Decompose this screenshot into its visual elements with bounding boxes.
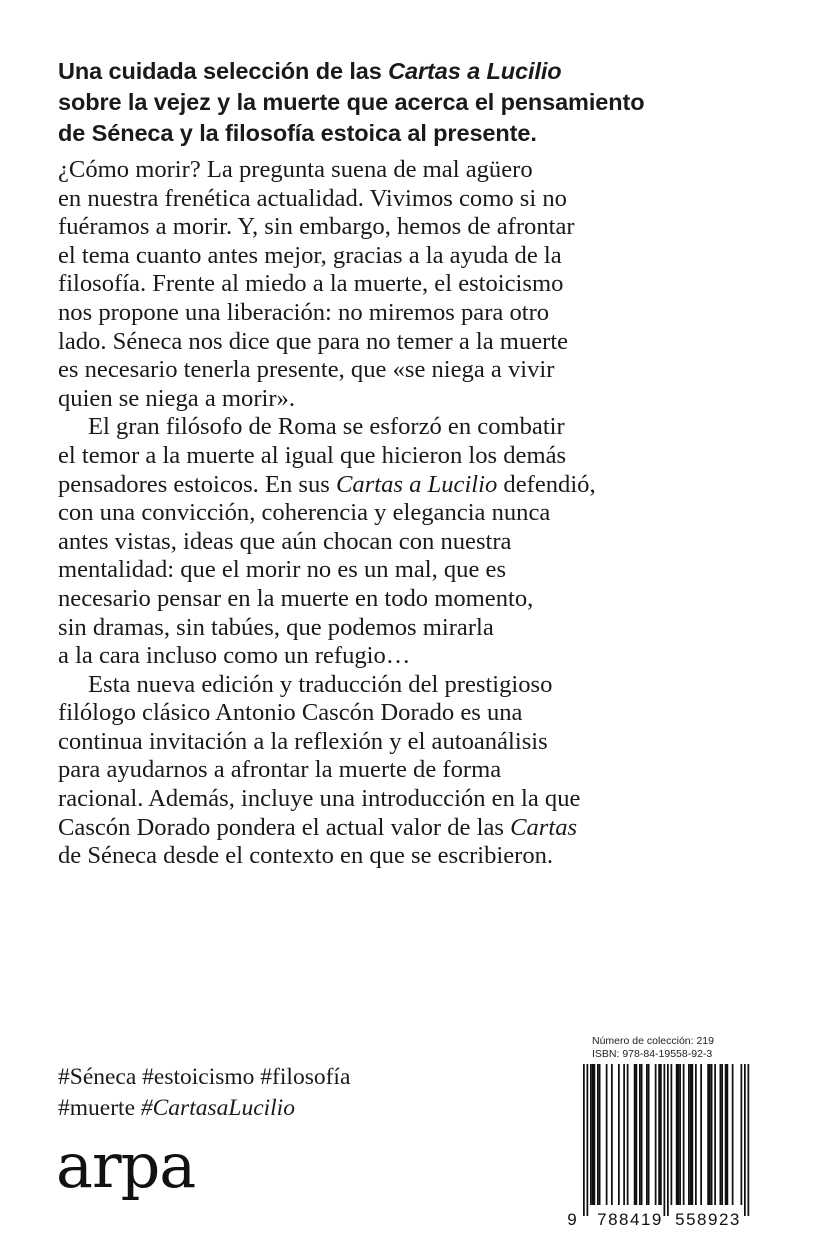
text-line: de Séneca desde el contexto en que se escribieron. [58,842,554,870]
barcode-bar [646,1064,648,1205]
barcode-bar [688,1064,690,1205]
barcode-bar [664,1064,666,1216]
text-line: con una convicción, coherencia y elegancia nunca [58,499,551,527]
barcode-bar [592,1064,594,1205]
barcode-bar [690,1064,692,1205]
barcode-bar [678,1064,680,1205]
text-line: filólogo clásico Antonio Cascón Dorado es una [58,699,523,727]
text-line [58,814,778,843]
barcode-bar [583,1064,585,1216]
barcode-bar [634,1064,636,1205]
blurb [58,156,778,871]
barcode-bar [720,1064,722,1205]
book-title: Cartas [510,813,578,841]
barcode-bar [636,1064,638,1205]
barcode-bar [692,1064,694,1205]
barcode-digits-right: 558923 [675,1210,741,1229]
barcode-bar [741,1064,743,1205]
barcode-bar [594,1064,596,1205]
barcode-bars [583,1064,749,1216]
text-line: antes vistas, ideas que aún chocan con nuestra [58,527,512,555]
text-line: continua invitación a la reflexión y el autoanálisis [58,727,548,755]
barcode-bar [606,1064,608,1205]
barcode-bar [648,1064,650,1205]
barcode-bar [623,1064,625,1205]
hashtag-line [58,1093,350,1124]
barcode-bar [707,1064,709,1205]
hashtag-text: #muerte [58,1095,141,1121]
headline-text: Una cuidada selección de las [58,58,389,84]
text-line: necesario pensar en la muerte en todo momento, [58,584,534,612]
publisher-logo: arpa [56,1129,196,1202]
text-line: en nuestra frenética actualidad. Vivimos como si no [58,184,567,212]
headline [58,56,778,149]
collection-number: Número de colección: 219 [592,1035,714,1047]
text-line: mentalidad: que el morir no es un mal, que es [58,556,507,584]
text-line: nos propone una liberación: no miremos para otro [58,298,550,326]
barcode-bar [658,1064,660,1205]
barcode-bar [732,1064,734,1205]
paragraph-1 [58,156,778,413]
barcode-bar [725,1064,727,1205]
barcode-bar [679,1064,681,1205]
paragraph-3 [58,671,778,871]
paragraph-2 [58,413,778,670]
barcode-bar [727,1064,729,1205]
book-title: Cartas a Lucilio [336,470,498,498]
barcode-bar [660,1064,662,1205]
text-line: filosofía. Frente al miedo a la muerte, el estoicismo [58,270,564,298]
barcode-bar [641,1064,643,1205]
barcode-digit-first: 9 [567,1210,577,1229]
barcode-bar [676,1064,678,1205]
barcode-digits-left: 788419 [597,1210,663,1229]
headline-book-title: Cartas a Lucilio [388,58,562,84]
text-line: El gran filósofo de Roma se esforzó en combatir [88,413,565,441]
headline-text: de Séneca y la filosofía estoica al presente. [58,120,537,146]
barcode-bar [618,1064,620,1205]
barcode-bar [714,1064,716,1205]
barcode-bar [590,1064,592,1205]
barcode-bar [611,1064,613,1205]
hashtag-line: #Séneca #estoicismo #filosofía [58,1064,351,1090]
barcode-bar [667,1064,669,1216]
text-line: sin dramas, sin tabúes, que podemos mirarla [58,613,494,641]
barcode-bar [655,1064,657,1205]
barcode-bar [599,1064,601,1205]
barcode-bar [639,1064,641,1205]
text-line: el tema cuanto antes mejor, gracias a la ayuda de la [58,241,562,269]
text-line: es necesario tenerla presente, que «se niega a vivir [58,356,555,384]
text-line: para ayudarnos a afrontar la muerte de forma [58,756,502,784]
barcode-panel [563,1028,766,1231]
barcode-bar [671,1064,673,1205]
barcode-bar [721,1064,723,1205]
isbn-label: ISBN: 978-84-19558-92-3 [592,1048,713,1060]
headline-text: sobre la vejez y la muerte que acerca el pensamiento [58,89,645,115]
text-line: a la cara incluso como un refugio… [58,642,411,670]
barcode-bar [709,1064,711,1205]
text-line: quien se niega a morir». [58,384,295,412]
hashtags [58,1062,350,1124]
hashtag-text: #CartasaLucilio [140,1095,295,1121]
barcode-bar [711,1064,713,1205]
text-line: racional. Además, incluye una introducción en la que [58,785,581,813]
text-run: defendió, [497,470,596,498]
barcode-bar [700,1064,702,1205]
text-line: Esta nueva edición y traducción del prestigioso [88,670,553,698]
barcode-bar [695,1064,697,1205]
barcode-bar [587,1064,589,1216]
barcode [563,1062,766,1230]
barcode-bar [597,1064,599,1205]
text-line: ¿Cómo morir? La pregunta suena de mal agüero [58,156,533,183]
text-line: lado. Séneca nos dice que para no temer a la muerte [58,327,569,355]
text-line: el temor a la muerte al igual que hicieron los demás [58,441,567,469]
barcode-bar [627,1064,629,1205]
barcode-bar [748,1064,750,1216]
text-run: pensadores estoicos. En sus [58,470,337,498]
text-line: fuéramos a morir. Y, sin embargo, hemos de afrontar [58,213,575,241]
barcode-bar [683,1064,685,1205]
barcode-bar [744,1064,746,1216]
text-run: Cascón Dorado pondera el actual valor de las [58,813,511,841]
text-line [58,471,778,500]
